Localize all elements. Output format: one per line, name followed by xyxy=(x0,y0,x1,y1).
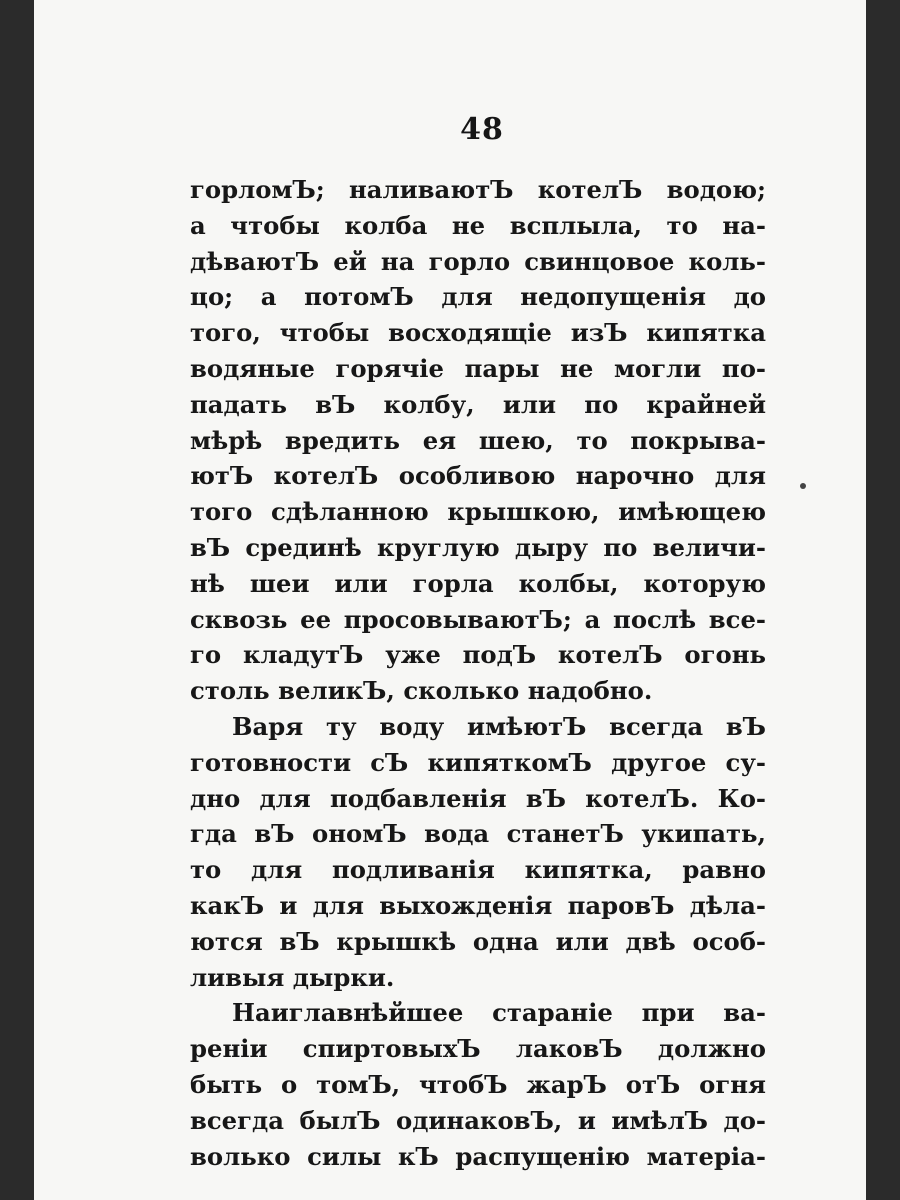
text-line: ются вЪ крышкѣ одна или двѣ особ- xyxy=(190,926,766,956)
text-line: всегда былЪ одинаковЪ, и имѣлЪ до- xyxy=(190,1105,766,1135)
text-line: того, чтобы восходящіе изЪ кипятка xyxy=(190,318,766,348)
text-line: реніи спиртовыхЪ лаковЪ должно xyxy=(190,1034,766,1064)
text-line: падать вЪ колбу, или по крайней xyxy=(190,389,766,419)
text-line: сквозь ее просовываютЪ; а послѣ все- xyxy=(190,604,766,634)
text-line: а чтобы колба не всплыла, то на- xyxy=(190,210,766,240)
text-line: го кладутЪ уже подЪ котелЪ огонь xyxy=(190,640,766,670)
text-line: готовности сЪ кипяткомЪ другое су- xyxy=(190,747,766,777)
paragraph-end-line: ливыя дырки. xyxy=(190,962,395,992)
page-text xyxy=(190,172,766,1174)
text-line: гда вЪ ономЪ вода станетЪ укипать, xyxy=(190,819,766,849)
text-line: того сдѣланною крышкою, имѣющею xyxy=(190,497,766,527)
text-line: водяные горячіе пары не могли по- xyxy=(190,353,766,383)
text-line: мѣрѣ вредить ея шею, то покрыва- xyxy=(190,425,766,455)
scanned-page xyxy=(34,0,866,1200)
text-line: то для подливанія кипятка, равно xyxy=(190,855,766,885)
paragraph-end-line: столь великЪ, сколько надобно. xyxy=(190,676,653,706)
text-line: цо; а потомЪ для недопущенія до xyxy=(190,282,766,312)
text-line: горломЪ; наливаютЪ котелЪ водою; xyxy=(190,175,766,204)
text-line: волько силы кЪ распущенію матеріа- xyxy=(190,1141,766,1171)
paragraph-start-line: Варя ту воду имѣютЪ всегда вЪ xyxy=(232,711,766,741)
text-line: дно для подбавленія вЪ котелЪ. Ко- xyxy=(190,783,766,813)
text-line: нѣ шеи или горла колбы, которую xyxy=(190,568,766,598)
text-line: дѣваютЪ ей на горло свинцовое коль- xyxy=(190,246,766,276)
text-line: вЪ срединѣ круглую дыру по величи- xyxy=(190,532,766,562)
text-line: какЪ и для выхожденія паровЪ дѣла- xyxy=(190,890,766,920)
text-line: ютЪ котелЪ особливою нарочно для xyxy=(190,461,766,491)
ink-speck xyxy=(800,483,806,489)
page-number: 48 xyxy=(460,112,504,147)
paragraph-start-line: Наиглавнѣйшее стараніе при ва- xyxy=(232,998,766,1028)
text-line: быть о томЪ, чтобЪ жарЪ отЪ огня xyxy=(190,1069,766,1099)
